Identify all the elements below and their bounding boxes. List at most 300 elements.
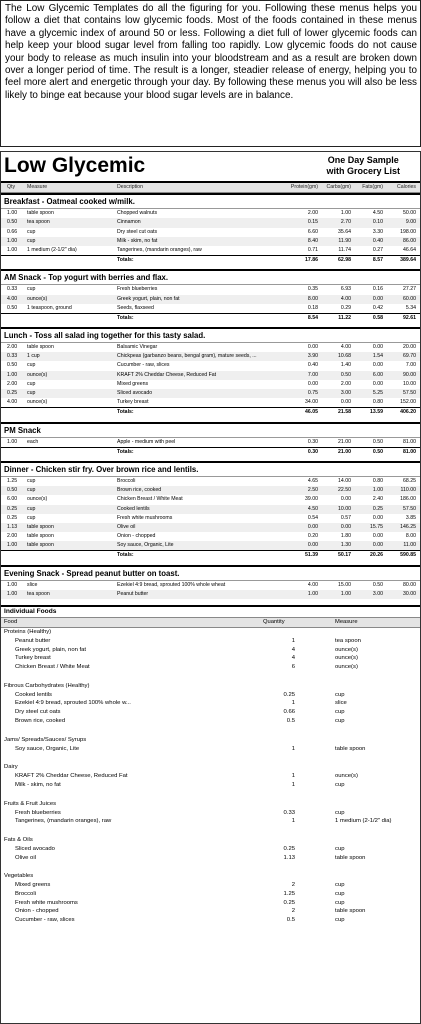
item-protein: 8.40 <box>307 237 318 244</box>
meal-totals-row <box>1 407 420 417</box>
total-calories: 389.64 <box>400 257 416 264</box>
column-header-row <box>1 183 420 193</box>
total-carbs: 11.22 <box>338 314 351 321</box>
item-calories: 146.25 <box>400 523 416 530</box>
food-row <box>1 899 420 908</box>
item-carbs: 0.29 <box>340 304 351 311</box>
meal-item-row <box>1 295 420 304</box>
individual-foods-section <box>1 605 420 925</box>
item-description: Greek yogurt, plain, non fat <box>117 295 180 302</box>
food-quantity: 2 <box>291 908 295 915</box>
item-description: Fresh blueberries <box>117 286 158 293</box>
meal-plan-sheet <box>0 151 421 1024</box>
item-measure: cup <box>27 477 36 484</box>
item-measure: cup <box>27 505 36 512</box>
col-carbs: Carbs(gm) <box>326 184 351 190</box>
item-carbs: 3.00 <box>340 390 351 396</box>
item-carbs: 0.00 <box>340 496 351 503</box>
item-description: Milk - skim, no fat <box>117 237 158 244</box>
category-spacer <box>1 862 420 872</box>
food-name: Ezekiel 4:9 bread, sprouted 100% whole w... <box>15 700 131 707</box>
item-protein: 3.90 <box>307 353 318 360</box>
food-measure: cup <box>335 891 345 897</box>
item-qty: 6.00 <box>7 496 18 503</box>
item-fats: 0.50 <box>372 581 383 588</box>
meal-item-row <box>1 246 420 255</box>
meal-item-row <box>1 304 420 313</box>
item-qty: 2.00 <box>7 344 18 351</box>
category-spacer <box>1 672 420 682</box>
item-qty: 1.00 <box>7 581 18 588</box>
meal-item-row <box>1 285 420 294</box>
meal-item-row <box>1 505 420 514</box>
food-row <box>1 717 420 726</box>
item-description: Turkey breast <box>117 399 149 406</box>
item-qty: 0.25 <box>7 390 18 396</box>
meal-item-row <box>1 380 420 389</box>
item-description: Cooked lentils <box>117 505 150 512</box>
item-measure: table spoon <box>27 533 54 540</box>
item-carbs: 0.57 <box>340 514 351 521</box>
category-spacer <box>1 826 420 836</box>
total-protein: 17.86 <box>305 257 318 264</box>
item-fats: 2.40 <box>372 496 383 503</box>
item-calories: 86.00 <box>403 237 416 244</box>
food-category: Fruits & Fruit Juices <box>4 800 57 807</box>
item-calories: 80.00 <box>403 581 416 588</box>
item-carbs: 10.00 <box>338 505 351 512</box>
item-measure: cup <box>27 237 36 244</box>
item-qty: 0.33 <box>7 286 18 293</box>
item-fats: 0.10 <box>372 219 383 226</box>
item-measure: cup <box>27 380 36 387</box>
food-quantity: 1 <box>291 781 295 788</box>
item-carbs: 15.00 <box>338 581 351 588</box>
item-fats: 0.00 <box>372 514 383 521</box>
totals-label: Totals: <box>117 409 134 416</box>
item-calories: 69.70 <box>403 353 416 360</box>
total-calories: 92.61 <box>403 314 416 321</box>
item-carbs: 0.50 <box>340 371 351 378</box>
item-carbs: 1.00 <box>340 210 351 217</box>
item-carbs: 1.80 <box>340 533 351 540</box>
food-name: Peanut butter <box>15 638 51 644</box>
item-qty: 1.00 <box>7 237 18 244</box>
item-measure: table spoon <box>27 344 54 351</box>
food-quantity: 1 <box>291 818 295 825</box>
food-measure: cup <box>335 691 345 698</box>
item-carbs: 21.00 <box>338 438 351 445</box>
foods-col-measure: Measure <box>335 619 358 625</box>
subtitle-line-1: One Day Sample <box>327 155 399 165</box>
food-quantity: 4 <box>291 646 295 653</box>
item-carbs: 1.40 <box>340 362 351 369</box>
item-measure: tea spoon <box>27 590 50 597</box>
meal-item-row <box>1 398 420 407</box>
food-name: KRAFT 2% Cheddar Cheese, Reduced Fat <box>15 773 128 780</box>
item-qty: 0.33 <box>7 353 18 360</box>
item-fats: 0.00 <box>372 542 383 549</box>
food-row <box>1 691 420 700</box>
item-protein: 0.20 <box>307 533 318 540</box>
category-spacer <box>1 753 420 763</box>
item-fats: 0.50 <box>372 438 383 445</box>
food-quantity: 0.25 <box>283 845 295 852</box>
sheet-header <box>1 152 420 183</box>
total-protein: 8.54 <box>307 314 318 321</box>
food-name: Cucumber - raw, slices <box>15 917 75 924</box>
food-quantity: 1 <box>291 773 295 780</box>
item-fats: 6.00 <box>372 371 383 378</box>
item-measure: table spoon <box>27 523 54 530</box>
item-measure: table spoon <box>27 210 54 217</box>
item-measure: ounce(s) <box>27 399 48 406</box>
food-quantity: 1.25 <box>283 891 295 897</box>
food-measure: tea spoon <box>335 638 361 644</box>
item-description: Cinnamon <box>117 219 141 226</box>
item-measure: cup <box>27 390 36 396</box>
food-quantity: 1 <box>291 638 295 644</box>
total-calories: 406.20 <box>400 409 416 416</box>
item-protein: 8.00 <box>307 295 318 302</box>
item-measure: ounce(s) <box>27 371 48 378</box>
foods-col-food: Food <box>4 619 18 625</box>
item-description: Cucumber - raw, slices <box>117 362 170 369</box>
item-fats: 15.75 <box>370 523 383 530</box>
food-measure: ounce(s) <box>335 773 358 780</box>
item-protein: 0.40 <box>307 362 318 369</box>
item-qty: 0.25 <box>7 514 18 521</box>
food-measure: ounce(s) <box>335 646 358 653</box>
meal-totals-row <box>1 255 420 265</box>
item-measure: cup <box>27 514 36 521</box>
item-carbs: 35.64 <box>338 228 351 235</box>
item-calories: 9.00 <box>405 219 416 226</box>
item-protein: 0.00 <box>307 380 318 387</box>
food-category: Jams/ Spreads/Sauces/ Syrups <box>4 736 87 743</box>
food-name: Tangerines, (mandarin oranges), raw <box>15 818 112 825</box>
item-measure: table spoon <box>27 542 54 549</box>
item-calories: 5.34 <box>405 304 416 311</box>
item-protein: 0.00 <box>307 344 318 351</box>
item-description: Olive oil <box>117 523 136 530</box>
food-row <box>1 907 420 916</box>
food-measure: cup <box>335 917 345 924</box>
item-protein: 39.00 <box>305 496 318 503</box>
food-name: Onion - chopped <box>15 908 59 915</box>
col-qty: Qty <box>7 184 16 190</box>
food-quantity: 1.13 <box>283 854 295 861</box>
item-calories: 152.00 <box>400 399 416 406</box>
food-measure: cup <box>335 717 345 724</box>
item-measure: each <box>27 438 39 445</box>
item-measure: slice <box>27 581 38 588</box>
food-quantity: 0.5 <box>286 917 295 924</box>
item-protein: 0.75 <box>307 390 318 396</box>
item-fats: 1.00 <box>372 487 383 494</box>
intro-text: The Low Glycemic Templates do all the figuring for you. Following these menus helps you follow a diet that contains low glycemic foods. Most of the foods contained in these menus have a glycemic index of around 50 or less. Following a diet full of lower glycemic foods can help keep your blood sugar level from falling too rapidly. Low glycemic foods do not cause your body to release as much insulin into your bloodstream and as a result are broken down over a longer period of time. The result is a longer, steadier release of energy, helping you to feel more alert and energetic through your day. By following these menus you will also be less likely to binge eat because your blood sugar levels are in balance. <box>0 0 421 147</box>
item-qty: 1.00 <box>7 371 18 378</box>
food-measure: cup <box>335 781 345 788</box>
item-qty: 2.00 <box>7 380 18 387</box>
food-name: Chicken Breast / White Meat <box>15 664 90 671</box>
meal-item-row <box>1 352 420 361</box>
item-fats: 0.42 <box>372 304 383 311</box>
item-fats: 0.27 <box>372 246 383 253</box>
item-fats: 0.00 <box>372 533 383 540</box>
food-measure: table spoon <box>335 854 366 861</box>
food-row <box>1 781 420 790</box>
item-protein: 0.15 <box>307 219 318 226</box>
food-category: Fibrous Carbohydrates (Healthy) <box>4 682 90 689</box>
meal-item-row <box>1 371 420 380</box>
item-protein: 4.50 <box>307 505 318 512</box>
item-fats: 0.25 <box>372 505 383 512</box>
meal-spacer <box>1 599 420 603</box>
meal-header: Breakfast - Oatmeal cooked w/milk. <box>1 193 420 209</box>
sheet-subtitle <box>326 155 400 177</box>
item-carbs: 14.00 <box>338 477 351 484</box>
col-measure: Measure <box>27 184 48 190</box>
item-fats: 1.54 <box>372 353 383 360</box>
item-fats: 5.25 <box>372 390 383 396</box>
meal-item-row <box>1 361 420 370</box>
food-name: Milk - skim, no fat <box>15 781 61 788</box>
item-carbs: 0.00 <box>340 399 351 406</box>
totals-label: Totals: <box>117 552 134 559</box>
food-row <box>1 809 420 818</box>
meal-item-row <box>1 209 420 218</box>
foods-col-quantity: Quantity <box>263 619 285 625</box>
item-qty: 4.00 <box>7 295 18 302</box>
item-measure: ounce(s) <box>27 295 48 302</box>
item-description: Chicken Breast / White Meat <box>117 496 183 503</box>
item-fats: 0.80 <box>372 477 383 484</box>
item-fats: 0.00 <box>372 380 383 387</box>
item-description: Ezekiel 4:9 bread, sprouted 100% whole wheat <box>117 581 226 588</box>
food-row <box>1 637 420 646</box>
item-carbs: 2.00 <box>340 380 351 387</box>
food-name: Olive oil <box>15 854 36 861</box>
meal-header: Dinner - Chicken stir fry. Over brown rice and lentils. <box>1 461 420 477</box>
item-measure: tea spoon <box>27 219 50 226</box>
food-measure: ounce(s) <box>335 664 358 671</box>
item-calories: 198.00 <box>400 228 416 235</box>
item-calories: 7.00 <box>405 362 416 369</box>
total-carbs: 50.17 <box>338 552 351 559</box>
item-qty: 0.50 <box>7 219 18 226</box>
item-calories: 81.00 <box>403 438 416 445</box>
meal-header: Evening Snack - Spread peanut butter on toast. <box>1 565 420 581</box>
food-measure: slice <box>335 700 347 707</box>
food-quantity: 0.25 <box>283 899 295 906</box>
food-row <box>1 817 420 826</box>
food-measure: cup <box>335 809 345 816</box>
item-calories: 186.00 <box>400 496 416 503</box>
item-calories: 60.00 <box>403 295 416 302</box>
item-description: Tangerines, (mandarin oranges), raw <box>117 246 202 253</box>
item-calories: 3.85 <box>405 514 416 521</box>
item-qty: 1.00 <box>7 542 18 549</box>
item-measure: ounce(s) <box>27 496 48 503</box>
meal-header: AM Snack - Top yogurt with berries and flax. <box>1 269 420 285</box>
item-carbs: 1.00 <box>340 590 351 597</box>
total-fats: 8.57 <box>372 257 383 264</box>
individual-foods-title: Individual Foods <box>1 605 420 617</box>
food-measure: 1 medium (2-1/2" dia) <box>335 818 392 825</box>
total-protein: 0.30 <box>307 448 318 455</box>
meal-item-row <box>1 228 420 237</box>
item-calories: 57.50 <box>403 505 416 512</box>
food-row <box>1 654 420 663</box>
food-name: Brown rice, cooked <box>15 717 66 724</box>
total-calories: 81.00 <box>403 448 416 455</box>
food-row <box>1 854 420 863</box>
meal-item-row <box>1 495 420 504</box>
item-carbs: 0.00 <box>340 523 351 530</box>
food-measure: cup <box>335 899 345 906</box>
meal-item-row <box>1 218 420 227</box>
item-carbs: 11.90 <box>338 237 351 244</box>
food-row <box>1 890 420 899</box>
item-protein: 0.35 <box>307 286 318 293</box>
item-qty: 4.00 <box>7 399 18 406</box>
col-protein: Protein(gm) <box>290 184 318 190</box>
total-carbs: 62.98 <box>338 257 351 264</box>
item-measure: cup <box>27 286 36 293</box>
item-fats: 0.80 <box>372 399 383 406</box>
meal-item-row <box>1 532 420 541</box>
item-carbs: 4.00 <box>340 344 351 351</box>
totals-label: Totals: <box>117 257 134 264</box>
item-measure: cup <box>27 362 36 369</box>
food-row <box>1 699 420 708</box>
item-calories: 30.00 <box>403 590 416 597</box>
item-qty: 0.25 <box>7 505 18 512</box>
food-quantity: 0.33 <box>283 809 295 816</box>
item-calories: 46.64 <box>403 246 416 253</box>
total-protein: 46.05 <box>305 409 318 416</box>
item-protein: 4.00 <box>307 581 318 588</box>
item-measure: 1 medium (2-1/2" dia) <box>27 246 77 253</box>
food-quantity: 1 <box>291 700 295 707</box>
item-qty: 0.50 <box>7 304 18 311</box>
item-qty: 1.00 <box>7 590 18 597</box>
item-measure: 1 cup <box>27 353 40 360</box>
col-fats: Fats(gm) <box>362 184 383 190</box>
food-row <box>1 916 420 925</box>
food-quantity: 0.5 <box>286 717 295 724</box>
item-protein: 1.00 <box>307 590 318 597</box>
item-protein: 6.60 <box>307 228 318 235</box>
item-measure: cup <box>27 487 36 494</box>
food-category: Fats & Oils <box>4 836 33 843</box>
item-description: Chopped walnuts <box>117 210 158 217</box>
col-calories: Calories <box>396 184 416 190</box>
item-description: Sliced avocado <box>117 390 153 396</box>
food-measure: cup <box>335 709 345 716</box>
food-row <box>1 845 420 854</box>
food-row <box>1 881 420 890</box>
item-qty: 1.00 <box>7 246 18 253</box>
item-carbs: 22.50 <box>338 487 351 494</box>
meals-container <box>1 193 420 603</box>
item-protein: 0.30 <box>307 438 318 445</box>
food-name: Cooked lentils <box>15 691 53 698</box>
item-qty: 0.66 <box>7 228 18 235</box>
food-measure: table spoon <box>335 908 366 915</box>
meal-totals-row <box>1 550 420 560</box>
item-description: Fresh white mushrooms <box>117 514 173 521</box>
item-protein: 2.50 <box>307 487 318 494</box>
totals-label: Totals: <box>117 314 134 321</box>
meal-item-row <box>1 581 420 590</box>
food-quantity: 6 <box>291 664 295 671</box>
meal-item-row <box>1 523 420 532</box>
meal-item-row <box>1 237 420 246</box>
food-measure: table spoon <box>335 745 366 752</box>
total-calories: 590.85 <box>400 552 416 559</box>
item-description: Seeds, flaxseed <box>117 304 154 311</box>
food-name: Sliced avocado <box>15 845 55 852</box>
food-category: Dairy <box>4 764 18 771</box>
item-calories: 8.00 <box>405 533 416 540</box>
meal-totals-row <box>1 447 420 457</box>
meal-item-row <box>1 389 420 398</box>
sheet-title: Low Glycemic <box>4 154 146 177</box>
item-calories: 90.00 <box>403 371 416 378</box>
total-carbs: 21.58 <box>338 409 351 416</box>
item-fats: 0.40 <box>372 237 383 244</box>
food-quantity: 1 <box>291 745 295 752</box>
totals-label: Totals: <box>117 448 134 455</box>
food-row <box>1 663 420 672</box>
food-row <box>1 772 420 781</box>
item-description: KRAFT 2% Cheddar Cheese, Reduced Fat <box>117 371 217 378</box>
food-measure: cup <box>335 845 345 852</box>
item-description: Soy sauce, Organic, Lite <box>117 542 174 549</box>
item-carbs: 10.68 <box>338 353 351 360</box>
food-name: Dry steel cut oats <box>15 709 61 716</box>
item-protein: 34.00 <box>305 399 318 406</box>
item-protein: 0.00 <box>307 523 318 530</box>
item-calories: 50.00 <box>403 210 416 217</box>
total-protein: 51.39 <box>305 552 318 559</box>
item-qty: 1.00 <box>7 210 18 217</box>
item-protein: 0.18 <box>307 304 318 311</box>
meal-item-row <box>1 541 420 550</box>
food-name: Fresh blueberries <box>15 809 61 816</box>
food-measure: ounce(s) <box>335 655 358 662</box>
item-fats: 0.00 <box>372 295 383 302</box>
meal-header: Lunch - Toss all salad ing together for this tasty salad. <box>1 327 420 343</box>
item-description: Apple - medium with peel <box>117 438 176 445</box>
item-description: Brown rice, cooked <box>117 487 162 494</box>
meal-item-row <box>1 590 420 599</box>
meal-totals-row <box>1 313 420 323</box>
item-qty: 1.00 <box>7 438 18 445</box>
food-name: Broccoli <box>15 891 36 897</box>
food-quantity: 0.66 <box>283 709 295 716</box>
meal-item-row <box>1 486 420 495</box>
food-name: Mixed greens <box>15 882 51 889</box>
foods-column-header <box>1 617 420 628</box>
item-description: Dry steel cut oats <box>117 228 158 235</box>
item-qty: 1.13 <box>7 523 18 530</box>
food-category: Proteins (Healthy) <box>4 629 52 635</box>
item-protein: 0.71 <box>307 246 318 253</box>
item-description: Onion - chopped <box>117 533 156 540</box>
